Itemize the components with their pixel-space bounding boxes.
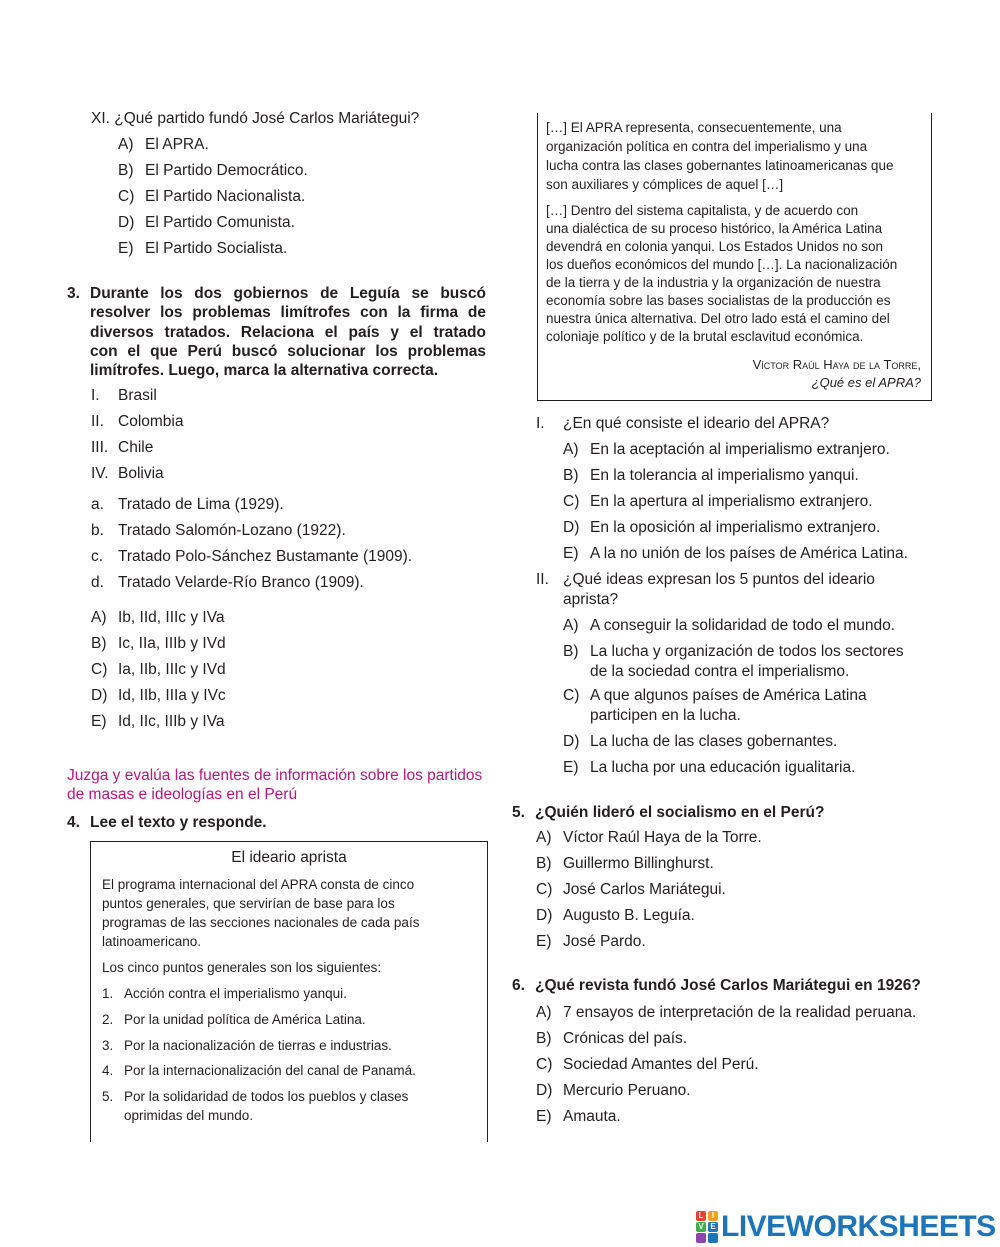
q-xi-option-text: El Partido Nacionalista. (145, 188, 306, 205)
subquestion-ii-text: aprista? (563, 591, 619, 608)
quote-author: Víctor Raúl Haya de la Torre, (752, 357, 921, 372)
q6-option-text: Amauta. (563, 1108, 621, 1125)
q3-country-numeral: IV. (91, 465, 109, 482)
q-xi-option-text: El Partido Democrático. (145, 162, 308, 179)
question-6-prompt: ¿Qué revista fundó José Carlos Mariátegui en 1926? (535, 977, 921, 994)
quote-line: nuestra única alternativa. Del otro lado está el camino del (546, 311, 890, 326)
subquestion-ii-option-text: participen en la lucha. (590, 707, 741, 724)
q5-option-text: Guillermo Billinghurst. (563, 855, 714, 872)
ideario-point-text: oprimidas del mundo. (124, 1108, 254, 1123)
liveworksheets-wordmark: LIVEWORKSHEETS (721, 1210, 996, 1243)
subquestion-i-numeral: I. (536, 415, 545, 432)
subquestion-ii-option-text: La lucha y organización de todos los sectores (590, 643, 904, 660)
q3-option-letter: D) (91, 687, 108, 704)
ideario-intro-line: programas de las secciones nacionales de cada país (102, 915, 420, 930)
subquestion-ii-text: ¿Qué ideas expresan los 5 puntos del ideario (563, 571, 875, 588)
q5-option-text: Augusto B. Leguía. (563, 907, 695, 924)
q6-option-letter: A) (536, 1004, 552, 1021)
q5-option-letter: E) (536, 933, 552, 950)
quote-line: […] Dentro del sistema capitalista, y de acuerdo con (546, 203, 859, 218)
question-3-stem-line: resolver los problemas limítrofes con la firma de (90, 304, 486, 322)
q3-option-letter: A) (91, 609, 107, 626)
liveworksheets-logo[interactable] (696, 1210, 996, 1244)
q-xi-option-letter: A) (118, 136, 134, 153)
q3-treaty-letter: c. (91, 548, 104, 565)
subquestion-ii-option-letter: A) (563, 617, 579, 634)
q6-option-text: Sociedad Amantes del Perú. (563, 1056, 759, 1073)
q3-option-letter: B) (91, 635, 107, 652)
subquestion-i-option-text: En la oposición al imperialismo extranjero. (590, 519, 881, 536)
q6-option-letter: C) (536, 1056, 553, 1073)
quote-line: devendrá en colonia yanqui. Los Estados Unidos no son (546, 239, 883, 254)
subquestion-ii-option-text: A que algunos países de América Latina (590, 687, 867, 704)
ideario-intro-line: latinoamericano. (102, 934, 202, 949)
q-xi-option-text: El APRA. (145, 136, 209, 153)
q3-option-text: Ib, IId, IIIc y IVa (118, 609, 225, 626)
q3-country-name: Colombia (118, 413, 184, 430)
q3-country-name: Bolivia (118, 465, 164, 482)
ideario-point-number: 4. (102, 1063, 114, 1078)
question-3-stem-line: limítrofes. Luego, marca la alternativa correcta. (90, 362, 439, 380)
q5-option-text: José Pardo. (563, 933, 646, 950)
quote-line: economía sobre las bases socialistas de la producción es (546, 293, 891, 308)
ideario-intro-line: El programa internacional del APRA consta de cinco (102, 877, 415, 892)
q5-option-letter: D) (536, 907, 553, 924)
question-5-number: 5. (512, 804, 525, 821)
q5-option-letter: C) (536, 881, 553, 898)
ideario-point-text: Por la internacionalización del canal de Panamá. (124, 1063, 416, 1078)
quote-line: los dueños económicos del mundo […]. La nacionalización (546, 257, 898, 272)
q3-treaty-name: Tratado Polo-Sánchez Bustamante (1909). (118, 548, 413, 565)
subquestion-i-option-letter: B) (563, 467, 579, 484)
q-xi-option-text: El Partido Comunista. (145, 214, 295, 231)
question-4-prompt: Lee el texto y responde. (90, 814, 267, 831)
q3-treaty-letter: b. (91, 522, 104, 539)
q3-option-letter: C) (91, 661, 108, 678)
subquestion-ii-option-letter: E) (563, 759, 579, 776)
ideario-point-text: Por la nacionalización de tierras e industrias. (124, 1038, 392, 1053)
subquestion-i-option-text: En la tolerancia al imperialismo yanqui. (590, 467, 859, 484)
ideario-point-number: 3. (102, 1038, 114, 1053)
ideario-point-number: 1. (102, 986, 114, 1001)
logo-tile: E (708, 1222, 718, 1232)
q3-option-text: Ia, IIb, IIIc y IVd (118, 661, 226, 678)
q-xi-option-letter: E) (118, 240, 134, 257)
q-xi-option-text: El Partido Socialista. (145, 240, 288, 257)
q3-country-numeral: III. (91, 439, 109, 456)
subquestion-ii-numeral: II. (536, 571, 549, 588)
q3-country-numeral: I. (91, 387, 100, 404)
ideario-point-number: 5. (102, 1089, 114, 1104)
quote-line: lucha contra las clases gobernantes latinoamericanas que (546, 158, 894, 173)
question-6-number: 6. (512, 977, 525, 994)
question-xi: XI. ¿Qué partido fundó José Carlos Mariátegui? (91, 110, 420, 127)
liveworksheets-icon (696, 1211, 718, 1243)
q5-option-text: Víctor Raúl Haya de la Torre. (563, 829, 762, 846)
q3-country-name: Brasil (118, 387, 157, 404)
q6-option-letter: D) (536, 1082, 553, 1099)
q-xi-option-letter: D) (118, 214, 135, 231)
ideario-point-text: Acción contra el imperialismo yanqui. (124, 986, 347, 1001)
haya-quote-box (537, 113, 932, 401)
q5-option-text: José Carlos Mariátegui. (563, 881, 726, 898)
question-3-stem-line: diversos tratados. Relaciona el país y el tratado (90, 323, 486, 341)
q3-option-text: Id, IIb, IIIa y IVc (118, 687, 226, 704)
q3-country-numeral: II. (91, 413, 104, 430)
subquestion-ii-option-letter: C) (563, 687, 580, 704)
logo-tile (708, 1233, 718, 1243)
q6-option-text: Mercurio Peruano. (563, 1082, 691, 1099)
subquestion-ii-option-letter: D) (563, 733, 580, 750)
q3-treaty-name: Tratado de Lima (1929). (118, 496, 284, 513)
subquestion-ii-option-text: A conseguir la solidaridad de todo el mundo. (590, 617, 896, 634)
subquestion-ii-option-text: de la sociedad contra el imperialismo. (590, 663, 850, 680)
question-3-stem-line: con el que Perú buscó solucionar los problemas (90, 342, 486, 360)
logo-tile: V (696, 1222, 706, 1232)
subquestion-ii-option-letter: B) (563, 643, 579, 660)
q6-option-letter: B) (536, 1030, 552, 1047)
quote-line: […] El APRA representa, consecuentemente, una (546, 120, 842, 135)
q5-option-letter: A) (536, 829, 552, 846)
quote-line: son auxiliares y cómplices de aquel […] (546, 177, 784, 192)
ideario-box-title: El ideario aprista (231, 849, 347, 866)
subquestion-i-text: ¿En qué consiste el ideario del APRA? (563, 415, 830, 432)
ideario-point-text: Por la unidad política de América Latina. (124, 1012, 366, 1027)
quote-work: ¿Qué es el APRA? (811, 375, 921, 390)
q3-option-text: Ic, IIa, IIIb y IVd (118, 635, 226, 652)
subquestion-i-option-letter: E) (563, 545, 579, 562)
q3-treaty-letter: a. (91, 496, 104, 513)
quote-line: de la tierra y de la industria y la organización de nuestra (546, 275, 881, 290)
logo-tile (696, 1233, 706, 1243)
subquestion-ii-option-text: La lucha de las clases gobernantes. (590, 733, 838, 750)
ideario-intro-line: puntos generales, que servirían de base para los (102, 896, 395, 911)
q3-treaty-name: Tratado Velarde-Río Branco (1909). (118, 574, 364, 591)
quote-line: coloniaje político y de la brutal esclavitud económica. (546, 329, 864, 344)
q3-treaty-letter: d. (91, 574, 104, 591)
question-5-prompt: ¿Quién lideró el socialismo en el Perú? (535, 804, 825, 821)
q6-option-letter: E) (536, 1108, 552, 1125)
q6-option-text: 7 ensayos de interpretación de la realidad peruana. (563, 1004, 917, 1021)
q3-option-letter: E) (91, 713, 107, 730)
q3-country-name: Chile (118, 439, 154, 456)
question-4-number: 4. (67, 814, 80, 831)
subquestion-i-option-letter: A) (563, 441, 579, 458)
q-xi-option-letter: B) (118, 162, 134, 179)
subquestion-ii-option-text: La lucha por una educación igualitaria. (590, 759, 856, 776)
q3-option-text: Id, IIc, IIIb y IVa (118, 713, 225, 730)
section-heading-line: Juzga y evalúa las fuentes de información sobre los partidos (67, 767, 483, 784)
ideario-box (90, 841, 488, 1142)
logo-tile: L (696, 1211, 706, 1221)
subquestion-i-option-text: En la aceptación al imperialismo extranjero. (590, 441, 890, 458)
logo-tile: I (708, 1211, 718, 1221)
quote-line: organización política en contra del imperialismo y una (546, 139, 868, 154)
section-heading-line: de masas e ideologías en el Perú (67, 786, 298, 803)
question-3-stem-line: Durante los dos gobiernos de Leguía se buscó (90, 285, 486, 302)
subquestion-i-option-letter: C) (563, 493, 580, 510)
q3-treaty-name: Tratado Salomón-Lozano (1922). (118, 522, 346, 539)
ideario-points-intro: Los cinco puntos generales son los siguientes: (102, 960, 382, 975)
q-xi-option-letter: C) (118, 188, 135, 205)
subquestion-i-option-letter: D) (563, 519, 580, 536)
q5-option-letter: B) (536, 855, 552, 872)
q6-option-text: Crónicas del país. (563, 1030, 688, 1047)
subquestion-i-option-text: En la apertura al imperialismo extranjero. (590, 493, 873, 510)
quote-line: una dialéctica de su proceso histórico, la América Latina (546, 221, 883, 236)
ideario-point-text: Por la solidaridad de todos los pueblos y clases (124, 1089, 409, 1104)
question-3-number: 3. (67, 285, 80, 302)
subquestion-i-option-text: A la no unión de los países de América Latina. (590, 545, 908, 562)
ideario-point-number: 2. (102, 1012, 114, 1027)
